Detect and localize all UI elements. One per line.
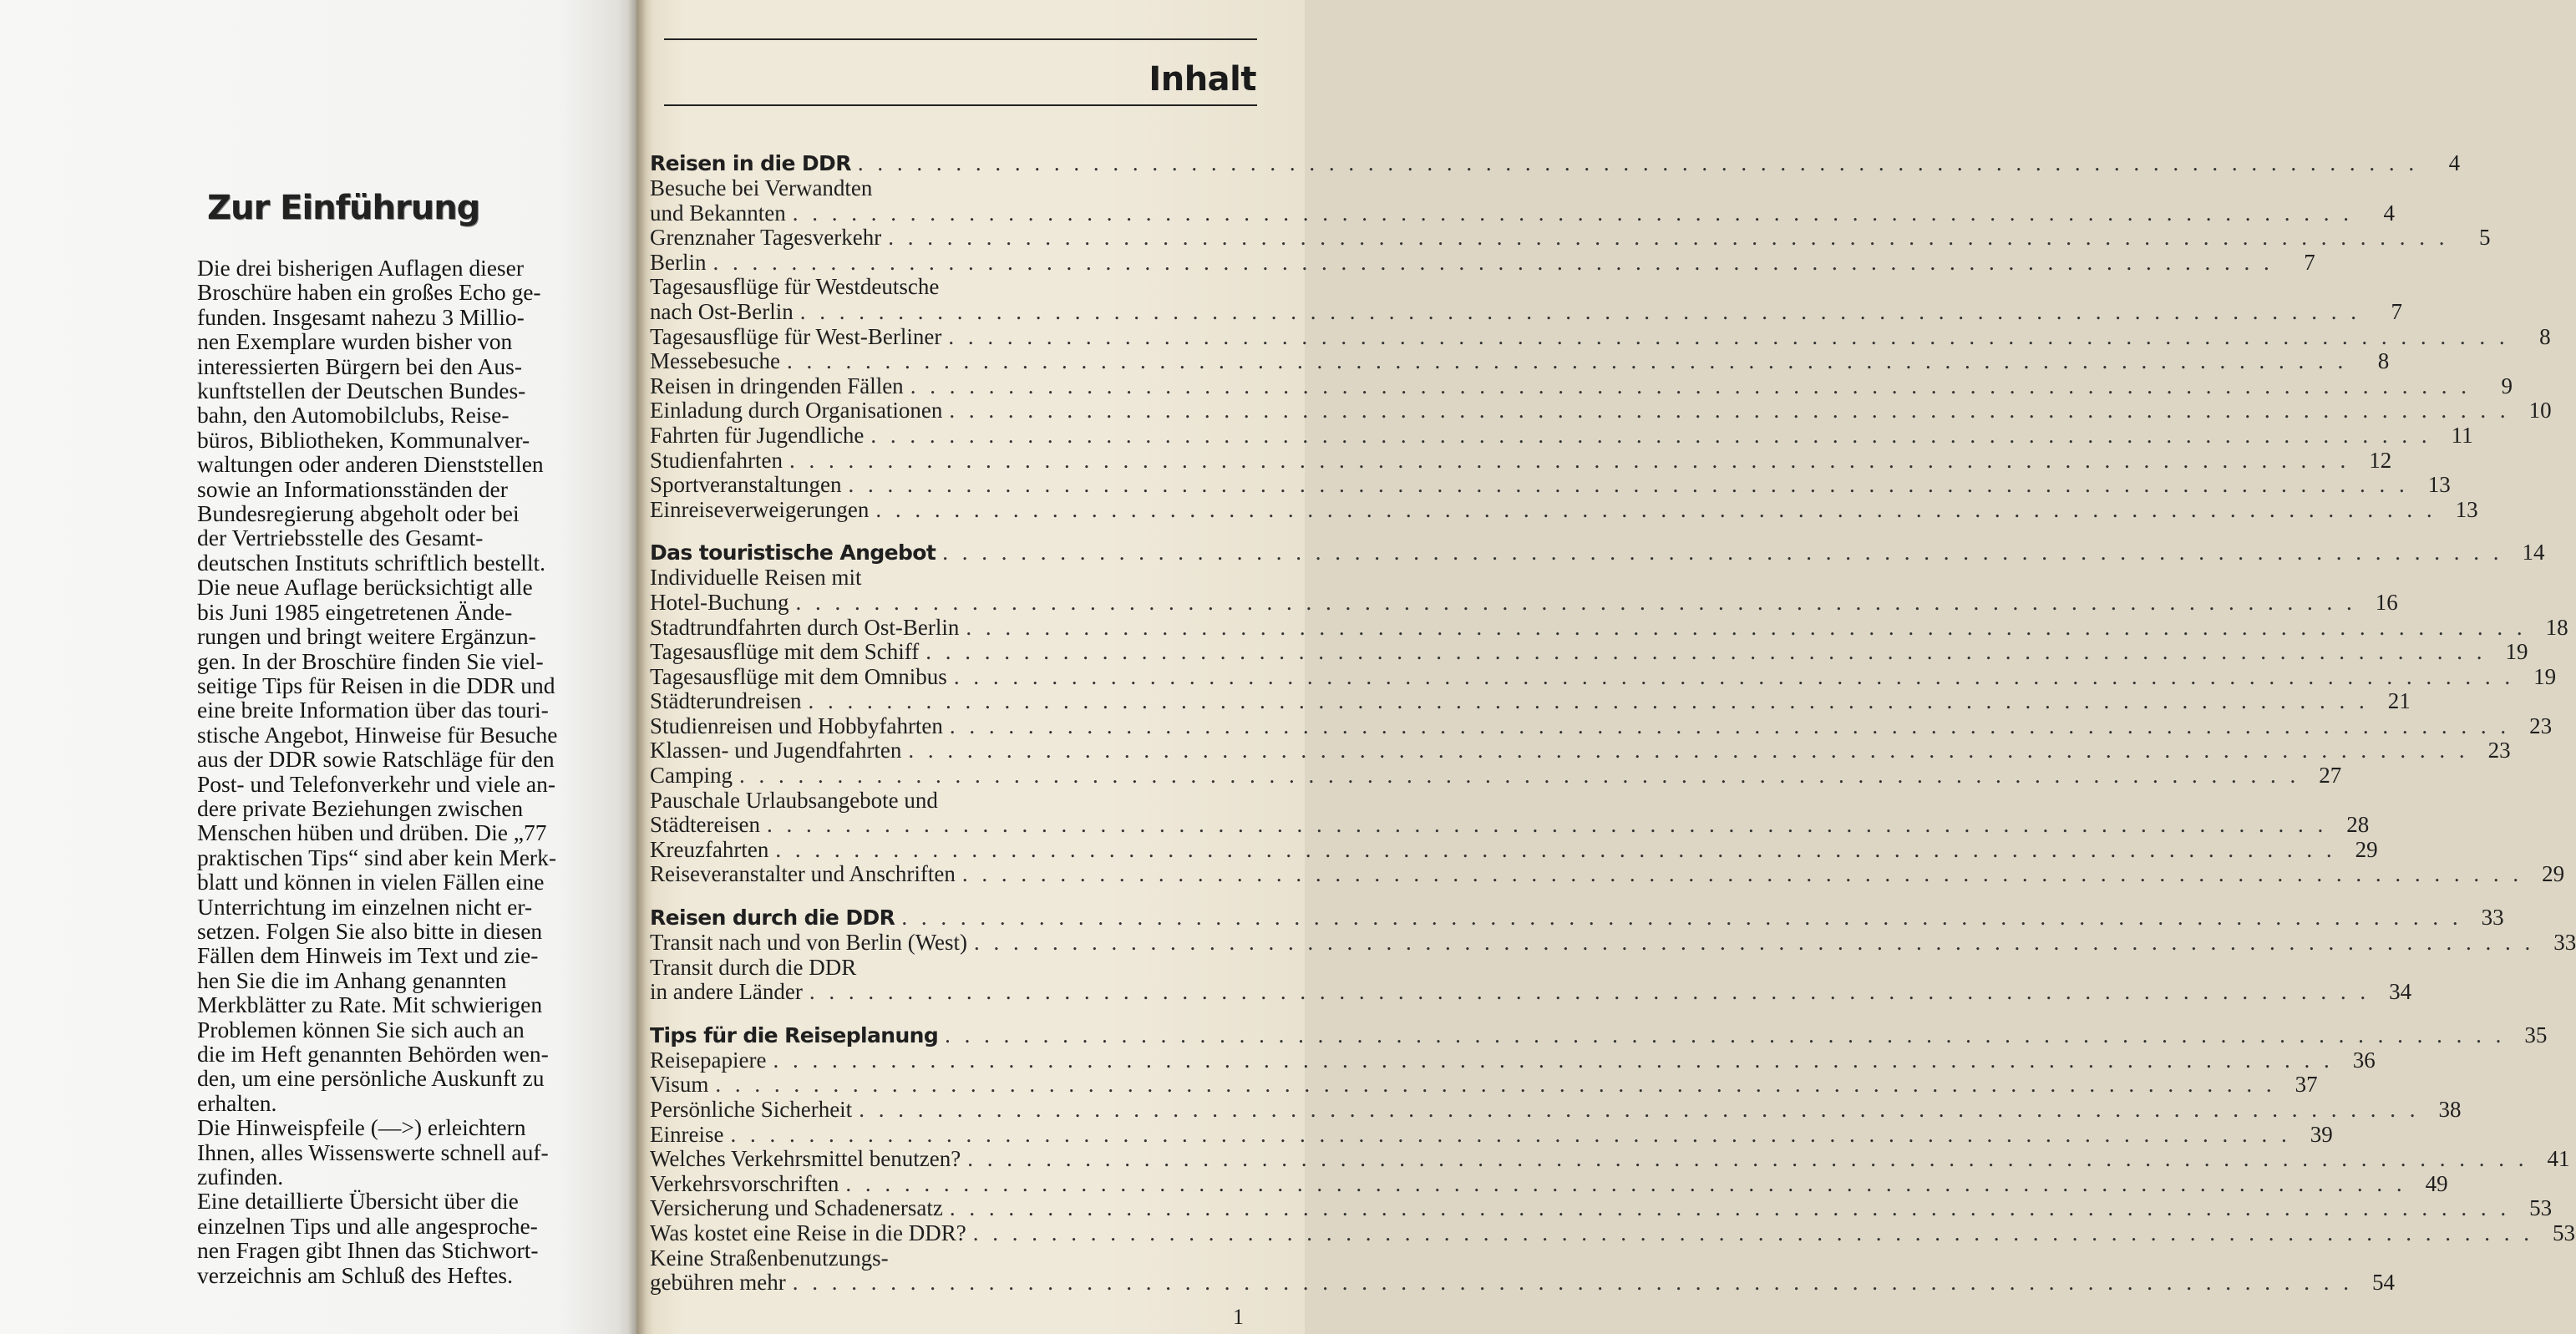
toc-entry-label: Verkehrsvorschriften bbox=[650, 1170, 839, 1196]
toc-entry-row bbox=[650, 1097, 2462, 1122]
toc-entry-label: und Bekannten bbox=[650, 200, 786, 226]
toc-dot-leader: . . . . . . . . . . . . . . . . . . . . . . . . . . . . . . . . . . . . . . . . . . . . . . . . . . . . . . . . . . . . . . . . . . . . . . . . . . . . . . . . bbox=[925, 639, 2487, 665]
toc-dot-leader: . . . . . . . . . . . . . . . . . . . . . . . . . . . . . . . . . . . . . . . . . . . . . . . . . . . . . . . . . . . . . . . . . . . . . . . . . . . . . . . . bbox=[789, 447, 2350, 473]
toc-page-number: 21 bbox=[2387, 688, 2411, 714]
toc-entry-label: Einreiseverweigerungen bbox=[650, 496, 870, 522]
toc-dot-leader: . . . . . . . . . . . . . . . . . . . . . . . . . . . . . . . . . . . . . . . . . . . . . . . . . . . . . . . . . . . . . . . . . . . . . . . . . . . . . . . . bbox=[942, 540, 2503, 566]
toc-dot-leader: . . . . . . . . . . . . . . . . . . . . . . . . . . . . . . . . . . . . . . . . . . . . . . . . . . . . . . . . . . . . . . . . . . . . . . . . . . . . . . . . bbox=[848, 472, 2409, 498]
toc-entry-label: Fahrten für Jugendliche bbox=[650, 422, 865, 448]
toc-entry-row bbox=[650, 1146, 2570, 1172]
intro-line: eine breite Information über das touri- bbox=[197, 697, 549, 723]
toc-entry-row bbox=[650, 200, 2395, 226]
intro-line: rungen und bringt weitere Ergänzun- bbox=[197, 623, 536, 650]
toc-page-number: 29 bbox=[2542, 861, 2565, 887]
toc-entry-row bbox=[650, 979, 2412, 1005]
intro-line: Die Hinweispfeile (—>) erleichtern bbox=[197, 1114, 526, 1141]
toc-entry-row bbox=[650, 1072, 2318, 1098]
intro-line: blatt und können in vielen Fällen eine bbox=[197, 869, 545, 895]
toc-entry-label: nach Ost-Berlin bbox=[650, 298, 794, 324]
toc-page-number: 9 bbox=[2501, 373, 2513, 398]
book-gutter bbox=[628, 0, 647, 1334]
toc-entry-label: Transit durch die DDR bbox=[650, 954, 857, 980]
toc-entry-row bbox=[650, 788, 1069, 813]
toc-entry-row bbox=[650, 1270, 2395, 1296]
intro-line: aus der DDR sowie Ratschläge für den bbox=[197, 746, 555, 773]
toc-entry-label: Einreise bbox=[650, 1121, 724, 1147]
toc-dot-leader: . . . . . . . . . . . . . . . . . . . . . . . . . . . . . . . . . . . . . . . . . . . . . . . . . . . . . . . . . . . . . . . . . . . . . . . . . . . . . . . . bbox=[859, 1097, 2420, 1122]
toc-dot-leader: . . . . . . . . . . . . . . . . . . . . . . . . . . . . . . . . . . . . . . . . . . . . . . . . . . . . . . . . . . . . . . . . . . . . . . . . . . . . . . . . bbox=[773, 1047, 2334, 1073]
toc-entry-label: Reisepapiere bbox=[650, 1047, 767, 1073]
toc-entry-label: Städterundreisen bbox=[650, 688, 802, 714]
toc-page-number: 41 bbox=[2547, 1146, 2570, 1172]
toc-entry-row bbox=[650, 738, 2511, 763]
intro-line: interessierten Bürgern bei den Aus- bbox=[197, 353, 522, 379]
toc-dot-leader: . . . . . . . . . . . . . . . . . . . . . . . . . . . . . . . . . . . . . . . . . . . . . . . . . . . . . . . . . . . . . . . . . . . . . . . . . . . . . . . . bbox=[910, 373, 2471, 398]
toc-dot-leader: . . . . . . . . . . . . . . . . . . . . . . . . . . . . . . . . . . . . . . . . . . . . . . . . . . . . . . . . . . . . . . . . . . . . . . . . . . . . . . . . bbox=[949, 1195, 2511, 1221]
toc-entry-row bbox=[650, 663, 2557, 689]
toc-section-row bbox=[650, 150, 2461, 175]
intro-line: funden. Insgesamt nahezu 3 Millio- bbox=[197, 303, 525, 330]
toc-entry-label: Grenznaher Tagesverkehr bbox=[650, 225, 882, 251]
toc-entry-label: Klassen- und Jugendfahrten bbox=[650, 738, 902, 763]
toc-entry-row bbox=[650, 930, 2576, 956]
intro-line: Die drei bisherigen Auflagen dieser bbox=[197, 255, 524, 281]
intro-line: Fällen dem Hinweis im Text und zie- bbox=[197, 942, 539, 969]
toc-dot-leader: . . . . . . . . . . . . . . . . . . . . . . . . . . . . . . . . . . . . . . . . . . . . . . . . . . . . . . . . . . . . . . . . . . . . . . . . . . . . . . . . bbox=[870, 422, 2431, 448]
toc-page-number: 49 bbox=[2425, 1170, 2448, 1196]
toc-dot-leader: . . . . . . . . . . . . . . . . . . . . . . . . . . . . . . . . . . . . . . . . . . . . . . . . . . . . . . . . . . . . . . . . . . . . . . . . . . . . . . . . bbox=[875, 496, 2437, 522]
toc-entry-label: Sportveranstaltungen bbox=[650, 472, 842, 498]
toc-page-number: 18 bbox=[2545, 614, 2568, 640]
toc-page-number: 37 bbox=[2295, 1072, 2318, 1098]
toc-section-heading: Reisen in die DDR bbox=[650, 151, 851, 175]
toc-entry-row bbox=[650, 348, 2390, 374]
intro-line: sowie an Informationsständen der bbox=[197, 475, 508, 502]
toc-page-number: 23 bbox=[2529, 713, 2553, 738]
toc-entry-label: Besuche bei Verwandten bbox=[650, 175, 873, 200]
toc-page-number: 54 bbox=[2371, 1270, 2395, 1296]
toc-page-number: 28 bbox=[2346, 812, 2370, 838]
toc-dot-leader: . . . . . . . . . . . . . . . . . . . . . . . . . . . . . . . . . . . . . . . . . . . . . . . . . . . . . . . . . . . . . . . . . . . . . . . . . . . . . . . . bbox=[945, 1022, 2506, 1047]
toc-page-number: 13 bbox=[2427, 472, 2451, 498]
toc-entry-label: Versicherung und Schadenersatz bbox=[650, 1195, 943, 1221]
page-number: 1 bbox=[1233, 1305, 1244, 1329]
toc-entry-label: Visum bbox=[650, 1072, 709, 1098]
toc-page-number: 19 bbox=[2533, 663, 2557, 689]
toc-entry-label: Hotel-Buchung bbox=[650, 589, 789, 615]
toc-entry-row bbox=[650, 639, 2528, 665]
left-page bbox=[0, 0, 636, 1334]
toc-page-number: 53 bbox=[2553, 1220, 2575, 1245]
toc-entry-label: Tagesausflüge mit dem Omnibus bbox=[650, 663, 947, 689]
toc-page-number: 12 bbox=[2369, 447, 2392, 473]
toc-entry-row bbox=[650, 1121, 2333, 1147]
toc-top-rule bbox=[664, 38, 1257, 40]
toc-entry-row bbox=[650, 472, 2451, 498]
intro-line: büros, Bibliotheken, Kommunalver- bbox=[197, 426, 530, 453]
toc-entry-row bbox=[650, 175, 1069, 200]
toc-page-number: 23 bbox=[2487, 738, 2511, 763]
toc-entry-label: Studienreisen und Hobbyfahrten bbox=[650, 713, 943, 738]
toc-entry-label: gebühren mehr bbox=[650, 1270, 786, 1296]
intro-line: Ihnen, alles Wissenswerte schnell auf- bbox=[197, 1139, 549, 1165]
toc-entry-label: Einladung durch Organisationen bbox=[650, 398, 943, 424]
toc-dot-leader: . . . . . . . . . . . . . . . . . . . . . . . . . . . . . . . . . . . . . . . . . . . . . . . . . . . . . . . . . . . . . . . . . . . . . . . . . . . . . . . . bbox=[845, 1170, 2406, 1196]
toc-page-number: 5 bbox=[2478, 225, 2491, 251]
toc-entry-row bbox=[650, 1047, 2376, 1073]
toc-entry-row bbox=[650, 812, 2370, 838]
table-of-contents bbox=[650, 150, 2576, 1296]
toc-page-number: 7 bbox=[2391, 298, 2402, 324]
toc-entry-label: Städtereisen bbox=[650, 812, 760, 838]
intro-line: der Vertriebsstelle des Gesamt- bbox=[197, 525, 484, 551]
intro-line: praktischen Tips“ sind aber kein Merk- bbox=[197, 844, 556, 870]
intro-line: seitige Tips für Reisen in die DDR und bbox=[197, 672, 555, 698]
toc-entry-label: Reisen in dringenden Fällen bbox=[650, 373, 904, 398]
toc-entry-row bbox=[650, 688, 2411, 714]
toc-page-number: 11 bbox=[2451, 422, 2473, 448]
toc-dot-leader: . . . . . . . . . . . . . . . . . . . . . . . . . . . . . . . . . . . . . . . . . . . . . . . . . . . . . . . . . . . . . . . . . . . . . . . . . . . . . . . . bbox=[949, 713, 2511, 738]
toc-page-number: 4 bbox=[2383, 200, 2395, 226]
toc-entry-row bbox=[650, 373, 2513, 398]
toc-dot-leader: . . . . . . . . . . . . . . . . . . . . . . . . . . . . . . . . . . . . . . . . . . . . . . . . . . . . . . . . . . . . . . . . . . . . . . . . . . . . . . . . bbox=[775, 836, 2336, 862]
toc-entry-row bbox=[650, 861, 2565, 887]
toc-entry-row bbox=[650, 298, 2402, 324]
toc-page-number: 39 bbox=[2310, 1121, 2333, 1147]
toc-dot-leader: . . . . . . . . . . . . . . . . . . . . . . . . . . . . . . . . . . . . . . . . . . . . . . . . . . . . . . . . . . . . . . . . . . . . . . . . . . . . . . . . bbox=[857, 150, 2419, 175]
intro-line: Broschüre haben ein großes Echo ge- bbox=[197, 279, 541, 306]
toc-dot-leader: . . . . . . . . . . . . . . . . . . . . . . . . . . . . . . . . . . . . . . . . . . . . . . . . . . . . . . . . . . . . . . . . . . . . . . . . . . . . . . . . bbox=[888, 225, 2449, 251]
toc-entry-label: Tagesausflüge für Westdeutsche bbox=[650, 274, 940, 300]
toc-entry-row bbox=[650, 955, 1069, 980]
toc-page-number: 4 bbox=[2448, 150, 2461, 175]
intro-line: Menschen hüben und drüben. Die „77 bbox=[197, 819, 547, 846]
toc-entry-label: Individuelle Reisen mit bbox=[650, 565, 862, 591]
toc-dot-leader: . . . . . . . . . . . . . . . . . . . . . . . . . . . . . . . . . . . . . . . . . . . . . . . . . . . . . . . . . . . . . . . . . . . . . . . . . . . . . . . . bbox=[799, 298, 2360, 324]
intro-line: erhalten. bbox=[197, 1089, 277, 1116]
toc-bottom-rule bbox=[664, 104, 1257, 106]
toc-entry-label: in andere Länder bbox=[650, 979, 803, 1005]
toc-dot-leader: . . . . . . . . . . . . . . . . . . . . . . . . . . . . . . . . . . . . . . . . . . . . . . . . . . . . . . . . . . . . . . . . . . . . . . . . . . . . . . . . bbox=[715, 1072, 2276, 1098]
toc-dot-leader: . . . . . . . . . . . . . . . . . . . . . . . . . . . . . . . . . . . . . . . . . . . . . . . . . . . . . . . . . . . . . . . . . . . . . . . . . . . . . . . . bbox=[808, 688, 2369, 714]
toc-dot-leader: . . . . . . . . . . . . . . . . . . . . . . . . . . . . . . . . . . . . . . . . . . . . . . . . . . . . . . . . . . . . . . . . . . . . . . . . . . . . . . . . bbox=[730, 1121, 2291, 1147]
toc-entry-row bbox=[650, 398, 2552, 424]
toc-page-number: 36 bbox=[2352, 1047, 2376, 1073]
toc-dot-leader: . . . . . . . . . . . . . . . . . . . . . . . . . . . . . . . . . . . . . . . . . . . . . . . . . . . . . . . . . . . . . . . . . . . . . . . . . . . . . . . . bbox=[792, 1270, 2353, 1296]
toc-section-heading: Tips für die Reiseplanung bbox=[650, 1022, 939, 1047]
intro-line: den, um eine persönliche Auskunft zu bbox=[197, 1065, 545, 1092]
toc-page-number: 8 bbox=[2377, 348, 2390, 374]
toc-dot-leader: . . . . . . . . . . . . . . . . . . . . . . . . . . . . . . . . . . . . . . . . . . . . . . . . . . . . . . . . . . . . . . . . . . . . . . . . . . . . . . . . bbox=[967, 1146, 2528, 1172]
toc-dot-leader: . . . . . . . . . . . . . . . . . . . . . . . . . . . . . . . . . . . . . . . . . . . . . . . . . . . . . . . . . . . . . . . . . . . . . . . . . . . . . . . . bbox=[766, 812, 2328, 838]
toc-entry-label: Camping bbox=[650, 763, 733, 789]
toc-page-number: 14 bbox=[2522, 540, 2545, 566]
toc-dot-leader: . . . . . . . . . . . . . . . . . . . . . . . . . . . . . . . . . . . . . . . . . . . . . . . . . . . . . . . . . . . . . . . . . . . . . . . . . . . . . . . . bbox=[949, 398, 2510, 424]
toc-entry-label: Kreuzfahrten bbox=[650, 836, 769, 862]
toc-entry-row bbox=[650, 836, 2378, 862]
toc-page-number: 34 bbox=[2389, 979, 2412, 1005]
toc-dot-leader: . . . . . . . . . . . . . . . . . . . . . . . . . . . . . . . . . . . . . . . . . . . . . . . . . . . . . . . . . . . . . . . . . . . . . . . . . . . . . . . . bbox=[948, 323, 2509, 349]
toc-entry-label: Studienfahrten bbox=[650, 447, 783, 473]
toc-dot-leader: . . . . . . . . . . . . . . . . . . . . . . . . . . . . . . . . . . . . . . . . . . . . . . . . . . . . . . . . . . . . . . . . . . . . . . . . . . . . . . . . bbox=[966, 614, 2527, 640]
toc-section-row bbox=[650, 540, 2545, 566]
toc-entry-row bbox=[650, 1245, 1069, 1271]
toc-entry-row bbox=[650, 225, 2491, 251]
intro-title: Zur Einführung bbox=[207, 189, 480, 227]
intro-line: setzen. Folgen Sie also bitte in diesen bbox=[197, 917, 543, 944]
intro-line: stische Angebot, Hinweise für Besuche bbox=[197, 721, 558, 748]
intro-line: nen Exemplare wurden bisher von bbox=[197, 328, 513, 355]
toc-entry-row bbox=[650, 323, 2551, 349]
toc-dot-leader: . . . . . . . . . . . . . . . . . . . . . . . . . . . . . . . . . . . . . . . . . . . . . . . . . . . . . . . . . . . . . . . . . . . . . . . . . . . . . . . . bbox=[953, 663, 2515, 689]
toc-entry-label: Stadtrundfahrten durch Ost-Berlin bbox=[650, 614, 960, 640]
toc-dot-leader: . . . . . . . . . . . . . . . . . . . . . . . . . . . . . . . . . . . . . . . . . . . . . . . . . . . . . . . . . . . . . . . . . . . . . . . . . . . . . . . . bbox=[901, 905, 2462, 931]
toc-page-number: 29 bbox=[2355, 836, 2378, 862]
intro-line: waltungen oder anderen Dienststellen bbox=[197, 451, 544, 478]
toc-dot-leader: . . . . . . . . . . . . . . . . . . . . . . . . . . . . . . . . . . . . . . . . . . . . . . . . . . . . . . . . . . . . . . . . . . . . . . . . . . . . . . . . bbox=[739, 763, 2300, 789]
toc-page-number: 8 bbox=[2539, 323, 2551, 349]
toc-entry-row bbox=[650, 614, 2568, 640]
toc-entry-label: Reiseveranstalter und Anschriften bbox=[650, 861, 956, 887]
intro-line: bahn, den Automobilclubs, Reise- bbox=[197, 402, 510, 429]
intro-line: Merkblätter zu Rate. Mit schwierigen bbox=[197, 992, 543, 1018]
toc-entry-row bbox=[650, 1220, 2575, 1245]
toc-page-number: 27 bbox=[2319, 763, 2342, 789]
toc-page-number: 19 bbox=[2505, 639, 2528, 665]
toc-page-number: 10 bbox=[2528, 398, 2552, 424]
toc-entry-row bbox=[650, 713, 2553, 738]
toc-section-heading: Reisen durch die DDR bbox=[650, 905, 895, 931]
intro-line: kunftstellen der Deutschen Bundes- bbox=[197, 378, 526, 404]
toc-dot-leader: . . . . . . . . . . . . . . . . . . . . . . . . . . . . . . . . . . . . . . . . . . . . . . . . . . . . . . . . . . . . . . . . . . . . . . . . . . . . . . . . bbox=[712, 249, 2274, 275]
toc-entry-label: Tagesausflüge mit dem Schiff bbox=[650, 639, 920, 665]
toc-page-number: 7 bbox=[2304, 249, 2315, 275]
toc-entry-row bbox=[650, 1170, 2448, 1196]
intro-line: Eine detaillierte Übersicht über die bbox=[197, 1188, 519, 1215]
toc-page-number: 16 bbox=[2375, 589, 2398, 615]
intro-line: Die neue Auflage berücksichtigt alle bbox=[197, 574, 533, 601]
toc-entry-label: Messebesuche bbox=[650, 348, 780, 374]
toc-dot-leader: . . . . . . . . . . . . . . . . . . . . . . . . . . . . . . . . . . . . . . . . . . . . . . . . . . . . . . . . . . . . . . . . . . . . . . . . . . . . . . . . bbox=[786, 348, 2348, 374]
intro-line: Post- und Telefonverkehr und viele an- bbox=[197, 770, 556, 797]
toc-page-number: 53 bbox=[2529, 1195, 2553, 1221]
toc-entry-label: Berlin bbox=[650, 249, 707, 275]
toc-dot-leader: . . . . . . . . . . . . . . . . . . . . . . . . . . . . . . . . . . . . . . . . . . . . . . . . . . . . . . . . . . . . . . . . . . . . . . . . . . . . . . . . bbox=[908, 738, 2469, 763]
toc-entry-row bbox=[650, 496, 2478, 522]
toc-section-row bbox=[650, 1022, 2548, 1047]
toc-title: Inhalt bbox=[1149, 60, 1256, 99]
toc-entry-label: Transit nach und von Berlin (West) bbox=[650, 930, 968, 956]
intro-line: gen. In der Broschüre finden Sie viel- bbox=[197, 647, 544, 674]
intro-line: bis Juni 1985 eingetretenen Ände- bbox=[197, 598, 513, 625]
toc-dot-leader: . . . . . . . . . . . . . . . . . . . . . . . . . . . . . . . . . . . . . . . . . . . . . . . . . . . . . . . . . . . . . . . . . . . . . . . . . . . . . . . . bbox=[792, 200, 2353, 226]
toc-entry-label: Welches Verkehrsmittel benutzen? bbox=[650, 1146, 961, 1172]
intro-line: Problemen können Sie sich auch an bbox=[197, 1016, 525, 1042]
toc-entry-row bbox=[650, 447, 2392, 473]
toc-entry-row bbox=[650, 274, 1069, 299]
toc-page-number: 33 bbox=[2553, 930, 2576, 956]
toc-entry-label: Tagesausflüge für West-Berliner bbox=[650, 323, 942, 349]
toc-entry-row bbox=[650, 249, 2315, 275]
toc-entry-row bbox=[650, 422, 2473, 448]
toc-dot-leader: . . . . . . . . . . . . . . . . . . . . . . . . . . . . . . . . . . . . . . . . . . . . . . . . . . . . . . . . . . . . . . . . . . . . . . . . . . . . . . . . bbox=[795, 589, 2356, 615]
toc-entry-label: Keine Straßenbenutzungs- bbox=[650, 1245, 889, 1271]
toc-entry-row bbox=[650, 565, 1069, 590]
toc-dot-leader: . . . . . . . . . . . . . . . . . . . . . . . . . . . . . . . . . . . . . . . . . . . . . . . . . . . . . . . . . . . . . . . . . . . . . . . . . . . . . . . . bbox=[961, 861, 2523, 887]
intro-line: verzeichnis am Schluß des Heftes. bbox=[197, 1261, 514, 1288]
toc-entry-row bbox=[650, 1195, 2553, 1221]
toc-page-number: 38 bbox=[2438, 1097, 2462, 1122]
toc-entry-row bbox=[650, 763, 2342, 789]
toc-page-number: 35 bbox=[2524, 1022, 2548, 1047]
toc-dot-leader: . . . . . . . . . . . . . . . . . . . . . . . . . . . . . . . . . . . . . . . . . . . . . . . . . . . . . . . . . . . . . . . . . . . . . . . . . . . . . . . . bbox=[809, 979, 2371, 1005]
toc-dot-leader: . . . . . . . . . . . . . . . . . . . . . . . . . . . . . . . . . . . . . . . . . . . . . . . . . . . . . . . . . . . . . . . . . . . . . . . . . . . . . . . . bbox=[972, 1220, 2533, 1245]
intro-line: einzelnen Tips und alle angesproche- bbox=[197, 1212, 538, 1239]
toc-page-number: 13 bbox=[2455, 496, 2478, 522]
intro-line: die im Heft genannten Behörden wen- bbox=[197, 1041, 549, 1067]
intro-line: nen Fragen gibt Ihnen das Stichwort- bbox=[197, 1237, 539, 1264]
toc-entry-label: Persönliche Sicherheit bbox=[650, 1097, 853, 1122]
toc-entry-label: Was kostet eine Reise in die DDR? bbox=[650, 1220, 966, 1245]
toc-page-number: 33 bbox=[2481, 905, 2504, 931]
intro-line: dere private Beziehungen zwischen bbox=[197, 794, 524, 821]
toc-section-row bbox=[650, 905, 2504, 931]
intro-line: Bundesregierung abgeholt oder bei bbox=[197, 500, 520, 527]
intro-line: zufinden. bbox=[197, 1164, 284, 1190]
intro-line: hen Sie die im Anhang genannten bbox=[197, 966, 507, 993]
toc-entry-label: Pauschale Urlaubsangebote und bbox=[650, 787, 938, 813]
toc-section-heading: Das touristische Angebot bbox=[650, 540, 936, 566]
intro-line: Unterrichtung im einzelnen nicht er- bbox=[197, 893, 533, 920]
toc-entry-row bbox=[650, 589, 2398, 615]
intro-body-text bbox=[197, 256, 615, 1287]
intro-line: deutschen Instituts schriftlich bestellt. bbox=[197, 549, 545, 576]
toc-dot-leader: . . . . . . . . . . . . . . . . . . . . . . . . . . . . . . . . . . . . . . . . . . . . . . . . . . . . . . . . . . . . . . . . . . . . . . . . . . . . . . . . bbox=[974, 930, 2535, 956]
